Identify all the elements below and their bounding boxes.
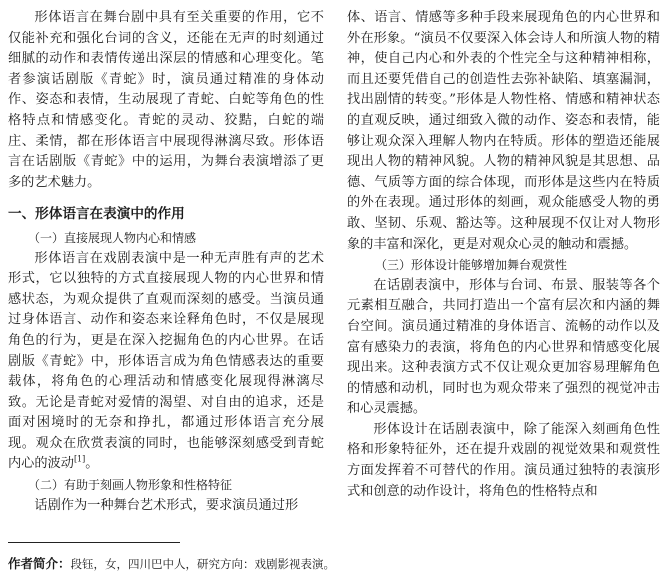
section-heading: 一、形体语言在表演中的作用 [8,206,185,223]
citation-1[interactable]: [1] [73,455,86,465]
paragraph-2-continued: 体、语言、情感等多种手段来展现角色的内心世界和外在形象。“演员不仅要深入体会诗人和所演人物的精神，使自己内心和外表的个性完全与这种精神相称，而且还要凭借自己的创造性去弥补缺陷、填塞漏洞，找出剧情的转变。”形体是人物性格、情感和精神状态的直观反映，通过细致入微的动作、姿态和表情，能够让观众深入理解人物内在特质。形体的塑造还能展现出人物的精神风貌。人物的精神风貌是其思想、品德、气质等方面的综合体现，而形体是这些内在特质的外在表现。通过形体的刻画，观众能感受人物的勇敢、坚韧、乐观、豁达等。这种展现不仅让对人物形象的丰富和深化，更是对观众心灵的触动和震撼。 [347,10,660,252]
intro-paragraph: 形体语言在舞台剧中具有至关重要的作用，它不仅能补充和强化台词的含义，还能在无声的时刻通过细腻的动作和表情传递出深层的情感和心理变化。笔者参演话剧版《青蛇》时，演员通过精准的身体动作、姿态和表情，生动展现了青蛇、白蛇等角色的性格特点和情感变化。青蛇的灵动、狡黠，白蛇的端庄、柔情，都在形体语言中展现得淋漓尽致。形体语言在话剧版《青蛇》中的运用，为舞台表演增添了更多的艺术魅力。 [8,10,324,190]
paragraph-2-start: 话剧作为一种舞台艺术形式，要求演员通过形 [34,497,299,513]
subheading-2: （二）有助于刻画人物形象和性格特征 [28,478,233,493]
paragraph-1-end: 。 [85,456,99,472]
subheading-3: （三）形体设计能够增加舞台观赏性 [375,258,568,273]
left-column [8,8,324,516]
author-label: 作者简介： [8,556,71,571]
right-column [347,8,660,502]
paragraph-3b: 形体设计在话剧表演中，除了能深入刻画角色性格和形象特征外，还在提升戏剧的视觉效果和观赏性方面发挥着不可替代的作用。演员通过独特的表演形式和创意的动作设计，将角色的性格特点和 [347,421,660,499]
footnote-rule [8,542,180,543]
paragraph-1-text: 形体语言在戏剧表演中是一种无声胜有声的艺术形式，它以独特的方式直接展现人物的内心世界和情感状态，为观众提供了直观而深刻的感受。当演员通过身体语言、动作和姿态来诠释角色时，不仅是展现角色的行为，更是在深入挖掘角色的内心世界。在话剧版《青蛇》中，形体语言成为角色情感表达的重要载体，将角色的心理活动和情感变化展现得淋漓尽致。无论是青蛇对爱情的渴望、对自由的追求，还是面对困境时的无奈和挣扎，都通过形体语言充分展现。观众在欣赏表演的同时，也能够深刻感受到青蛇内心的波动 [8,250,324,472]
author-text: 段钰，女，四川巴中人，研究方向：戏剧影视表演。 [70,557,336,571]
paragraph-3a: 在话剧表演中，形体与台词、布景、服装等各个元素相互融合，共同打造出一个富有层次和内涵的舞台空间。演员通过精准的身体语言、流畅的动作以及富有感染力的表演，将角色的内心世界和情感变化展现出来。这种表演方式不仅让观众更加容易理解角色的情感和动机，同时也为观众带来了强烈的视觉冲击和心灵震撼。 [347,277,660,417]
subheading-1: （一）直接展现人物内心和情感 [28,230,197,245]
author-footnote [8,556,658,572]
paragraph-1 [8,249,324,476]
